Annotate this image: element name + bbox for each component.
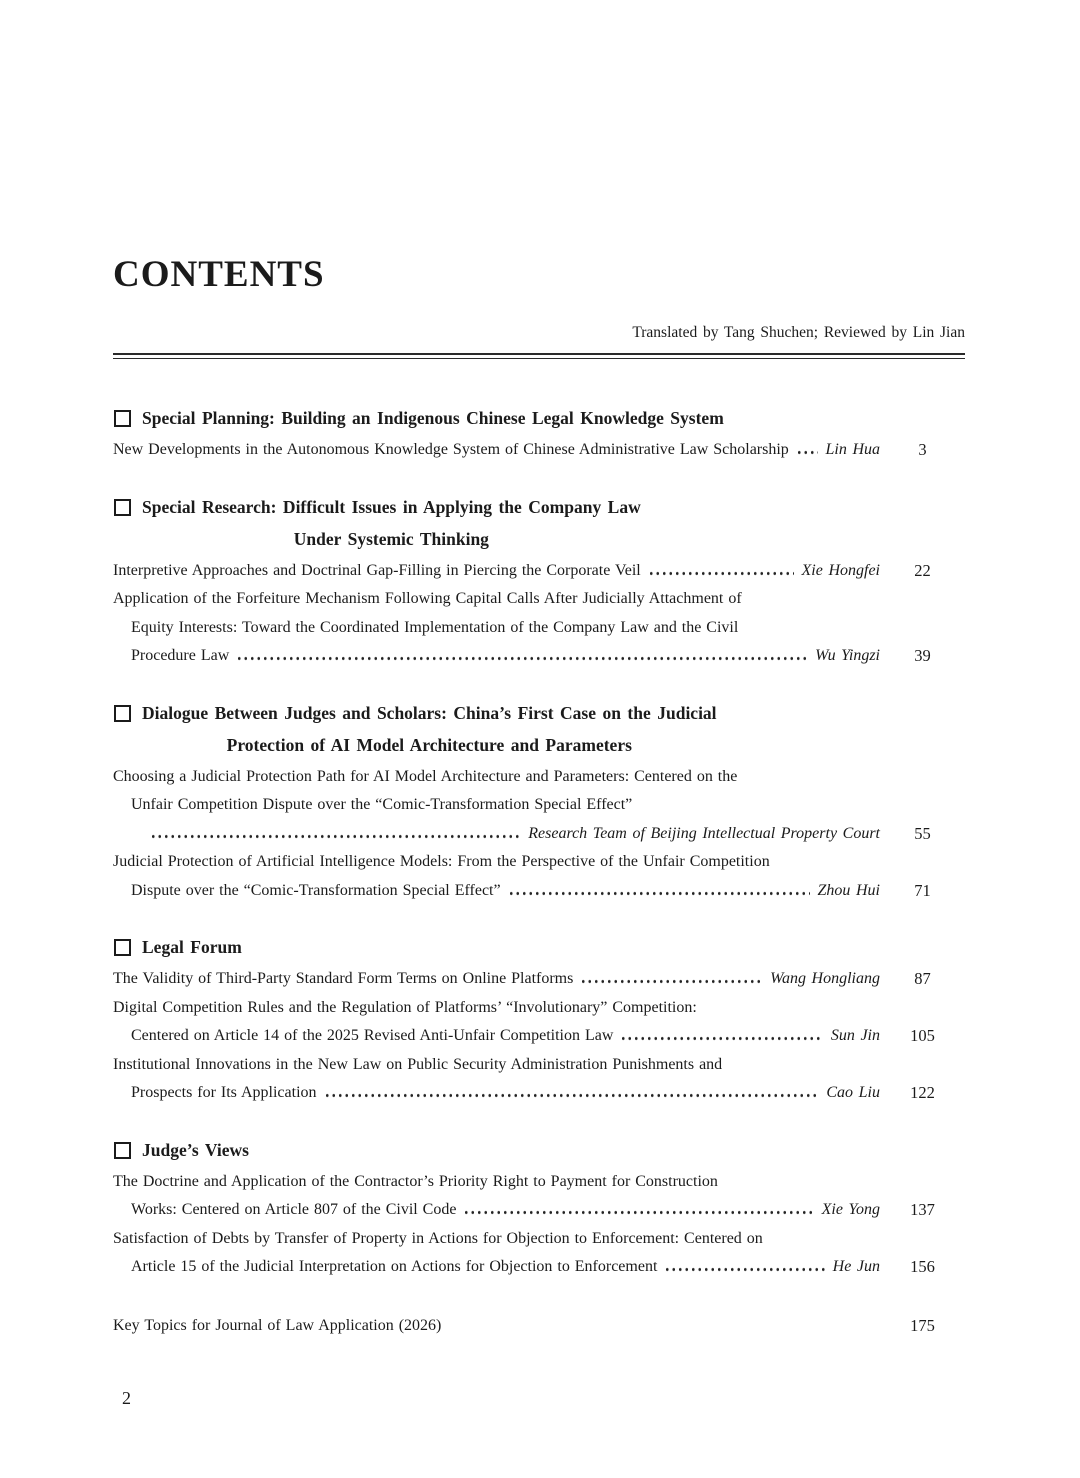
section-title-line: Protection of AI Model Architecture and Parameters [226, 734, 632, 755]
section-title-line: Dialogue Between Judges and Scholars: China’s First Case on the Judicial [142, 702, 717, 723]
entry-author: Wu Yingzi [815, 647, 880, 664]
section-marker-icon [114, 705, 131, 722]
entry-author: He Jun [832, 1258, 880, 1275]
entry-line: Choosing a Judicial Protection Path for AI Model Architecture and Parameters: Centered on the [113, 767, 738, 785]
entry-row [113, 820, 965, 849]
section-title [142, 491, 641, 555]
toc-section [113, 1134, 965, 1282]
section-marker-icon [114, 1142, 131, 1159]
section-title [142, 931, 242, 963]
entry-page-number: 39 [914, 646, 931, 665]
entry-line-content [113, 642, 880, 671]
section-header [113, 491, 965, 555]
dot-leader-icon [236, 642, 807, 671]
entry-row [113, 436, 965, 465]
footer-entry [113, 1312, 965, 1341]
entry-line: Equity Interests: Toward the Coordinated Implementation of the Company Law and the Civil [131, 618, 739, 636]
entry-line: Judicial Protection of Artificial Intelligence Models: From the Perspective of the Unfair Competition [113, 853, 770, 870]
entry-row [113, 1253, 965, 1282]
footer-entry-page-number: 175 [910, 1315, 935, 1335]
entry-line: Institutional Innovations in the New Law on Public Security Administration Punishments and [113, 1055, 723, 1073]
entry-line: Satisfaction of Debts by Transfer of Property in Actions for Objection to Enforcement: Centered on [113, 1229, 763, 1247]
section-marker-icon [114, 410, 131, 427]
entry-line-content [113, 1253, 880, 1282]
entry-author: Zhou Hui [817, 881, 880, 899]
entry-author: Xie Hongfei [801, 561, 880, 579]
entry-author: Cao Liu [826, 1084, 880, 1101]
dot-leader-icon [463, 1196, 813, 1225]
dot-leader-icon [648, 557, 794, 586]
section-header [113, 931, 965, 963]
section-title-line: Under Systemic Thinking [293, 528, 489, 549]
translation-credits: Translated by Tang Shuchen; Reviewed by Lin Jian [632, 324, 965, 341]
entry-title-text: Centered on Article 14 of the 2025 Revised Anti-Unfair Competition Law [131, 1027, 614, 1044]
dot-leader-icon [580, 965, 762, 994]
entry-title-text: Procedure Law [131, 647, 230, 664]
section-header [113, 697, 965, 761]
section-title-line: Special Planning: Building an Indigenous Chinese Legal Knowledge System [142, 408, 724, 428]
toc-section [113, 491, 965, 671]
entry-row [113, 642, 965, 671]
entry-line-content [113, 965, 880, 994]
entry-page-number: 122 [910, 1083, 935, 1102]
entry-line: Digital Competition Rules and the Regulation of Platforms’ “Involutionary” Competition: [113, 998, 697, 1016]
entry-row [113, 1196, 965, 1225]
section-title-line: Legal Forum [142, 937, 242, 957]
entry-page-number: 156 [910, 1257, 935, 1276]
entry-page-number: 22 [914, 560, 931, 580]
dot-leader-icon [796, 436, 818, 465]
entry-page-number: 3 [918, 440, 927, 459]
toc-section [113, 402, 965, 465]
entry-page-number: 55 [914, 823, 931, 843]
section-title-line: Judge’s Views [142, 1139, 249, 1160]
section-marker-icon [114, 499, 131, 516]
section-title-line: Special Research: Difficult Issues in Applying the Company Law [142, 496, 641, 517]
page-title: CONTENTS [113, 254, 325, 295]
entry-title-text: Works: Centered on Article 807 of the Civil Code [131, 1201, 457, 1218]
entry-author: Sun Jin [830, 1027, 880, 1044]
entry-page-number: 71 [914, 880, 931, 900]
section-title [142, 402, 724, 434]
entry-line-content [113, 1196, 880, 1225]
entry-author: Xie Yong [821, 1201, 880, 1218]
entry-row [113, 965, 965, 994]
entry-author: Research Team of Beijing Intellectual Property Court [528, 824, 880, 842]
section-title [142, 697, 717, 761]
dot-leader-icon [620, 1022, 822, 1051]
footer-entry-title: Key Topics for Journal of Law Application (2026) [113, 1316, 442, 1334]
entry-line-content [113, 820, 880, 849]
entry-page-number: 105 [910, 1026, 935, 1045]
section-header [113, 1134, 965, 1166]
dot-leader-icon [508, 877, 810, 906]
page-number: 2 [122, 1388, 131, 1408]
dot-leader-icon [324, 1079, 819, 1108]
entry-line-content [113, 557, 880, 586]
toc-section [113, 697, 965, 906]
entry-line-content [113, 1079, 880, 1108]
entry-row [113, 557, 965, 586]
entry-author: Lin Hua [825, 441, 880, 458]
entry-title-text: Interpretive Approaches and Doctrinal Gap-Filling in Piercing the Corporate Veil [113, 561, 641, 579]
entry-row [113, 877, 965, 906]
header-double-rule [113, 353, 965, 359]
dot-leader-icon [150, 820, 520, 849]
entry-page-number: 87 [914, 969, 931, 988]
entry-row [113, 1022, 965, 1051]
entry-title-text: New Developments in the Autonomous Knowledge System of Chinese Administrative Law Scholarship [113, 441, 789, 458]
entry-line: Unfair Competition Dispute over the “Comic-Transformation Special Effect” [131, 796, 633, 813]
entry-row [113, 1079, 965, 1108]
section-header [113, 402, 965, 434]
entry-line-content [113, 436, 880, 465]
dot-leader-icon [664, 1253, 824, 1282]
entry-line: Application of the Forfeiture Mechanism Following Capital Calls After Judicially Attachment of [113, 590, 742, 607]
toc-list [113, 402, 965, 1282]
entry-line: The Doctrine and Application of the Contractor’s Priority Right to Payment for Construction [113, 1172, 718, 1190]
entry-line-content [113, 1022, 880, 1051]
section-marker-icon [114, 939, 131, 956]
entry-line-content [113, 877, 880, 906]
entry-title-text: The Validity of Third-Party Standard Form Terms on Online Platforms [113, 970, 574, 987]
entry-title-text: Dispute over the “Comic-Transformation Special Effect” [131, 881, 501, 899]
entry-page-number: 137 [910, 1200, 935, 1219]
entry-title-text: Article 15 of the Judicial Interpretation on Actions for Objection to Enforcement [131, 1258, 658, 1275]
entry-author: Wang Hongliang [770, 970, 880, 987]
entry-title-text: Prospects for Its Application [131, 1084, 317, 1101]
section-title [142, 1134, 249, 1166]
toc-section [113, 931, 965, 1108]
